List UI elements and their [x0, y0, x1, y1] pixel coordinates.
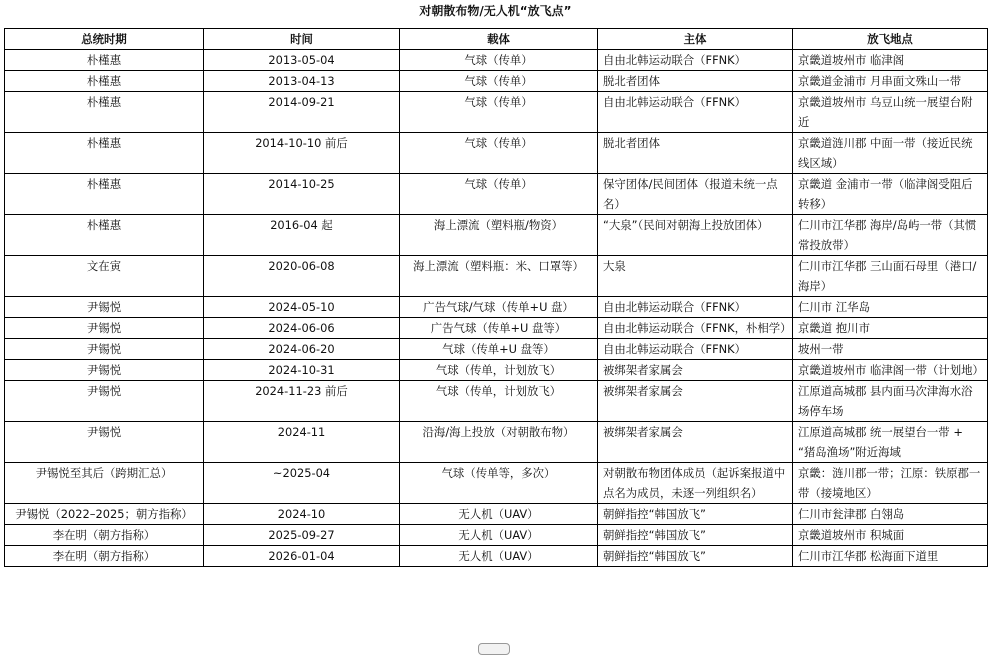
header-launch-site: 放飞地点	[793, 29, 988, 50]
cell-launch-site: 京畿道坡州市 积城面	[793, 525, 988, 546]
cell-carrier: 气球（传单，计划放飞）	[400, 360, 598, 381]
cell-president-term: 尹锡悦（2022–2025；朝方指称）	[5, 504, 204, 525]
table-row	[5, 422, 988, 463]
cell-actor: 自由北韩运动联合（FFNK）	[598, 297, 793, 318]
cell-actor: 被绑架者家属会	[598, 360, 793, 381]
table-row	[5, 381, 988, 422]
cell-president-term: 朴槿惠	[5, 71, 204, 92]
cell-actor: 自由北韩运动联合（FFNK）	[598, 92, 793, 133]
cell-launch-site: 仁川市江华郡 松海面下道里	[793, 546, 988, 567]
cell-date: 2026-01-04	[204, 546, 400, 567]
cell-launch-site: 京畿道金浦市 月串面文殊山一带	[793, 71, 988, 92]
cell-actor: 保守团体/民间团体（报道未统一点名）	[598, 174, 793, 215]
cell-actor: 自由北韩运动联合（FFNK）	[598, 339, 793, 360]
table-row	[5, 133, 988, 174]
cell-president-term: 尹锡悦	[5, 381, 204, 422]
cell-date: 2024-11	[204, 422, 400, 463]
cell-actor: 被绑架者家属会	[598, 381, 793, 422]
cell-carrier: 海上漂流（塑料瓶：米、口罩等）	[400, 256, 598, 297]
cell-actor: 对朝散布物团体成员（起诉案报道中点名为成员，未逐一列组织名）	[598, 463, 793, 504]
launch-points-table	[4, 28, 988, 567]
cell-president-term: 尹锡悦	[5, 339, 204, 360]
cell-actor: 朝鲜指控“韩国放飞”	[598, 525, 793, 546]
cell-date: 2014-10-10 前后	[204, 133, 400, 174]
cell-launch-site: 京畿道 金浦市一带（临津阁受阻后转移）	[793, 174, 988, 215]
cell-launch-site: 坡州一带	[793, 339, 988, 360]
cell-launch-site: 江原道高城郡 统一展望台一带 + “猪岛渔场”附近海域	[793, 422, 988, 463]
table-row	[5, 525, 988, 546]
cell-actor: 脱北者团体	[598, 133, 793, 174]
cell-date: 2024-05-10	[204, 297, 400, 318]
cell-carrier: 沿海/海上投放（对朝散布物）	[400, 422, 598, 463]
cell-date: 2024-10-31	[204, 360, 400, 381]
cell-carrier: 气球（传单）	[400, 50, 598, 71]
cell-date: 2014-10-25	[204, 174, 400, 215]
cell-launch-site: 京畿道 抱川市	[793, 318, 988, 339]
cell-president-term: 李在明（朝方指称）	[5, 525, 204, 546]
cell-carrier: 无人机（UAV）	[400, 546, 598, 567]
cell-launch-site: 京畿道涟川郡 中面一带（接近民统线区域）	[793, 133, 988, 174]
cell-president-term: 尹锡悦	[5, 318, 204, 339]
cell-date: 2024-06-06	[204, 318, 400, 339]
table-row	[5, 463, 988, 504]
table-row	[5, 318, 988, 339]
cell-carrier: 广告气球/气球（传单+U 盘）	[400, 297, 598, 318]
table-row	[5, 92, 988, 133]
cell-date: 2024-11-23 前后	[204, 381, 400, 422]
cell-launch-site: 仁川市江华郡 三山面石母里（港口/海岸）	[793, 256, 988, 297]
cell-president-term: 李在明（朝方指称）	[5, 546, 204, 567]
horizontal-scrollbar-thumb[interactable]	[478, 643, 510, 655]
header-carrier: 载体	[400, 29, 598, 50]
cell-carrier: 无人机（UAV）	[400, 504, 598, 525]
cell-president-term: 朴槿惠	[5, 133, 204, 174]
cell-date: 2016-04 起	[204, 215, 400, 256]
cell-president-term: 尹锡悦至其后（跨期汇总）	[5, 463, 204, 504]
cell-launch-site: 京畿道坡州市 临津阁	[793, 50, 988, 71]
header-actor: 主体	[598, 29, 793, 50]
cell-president-term: 尹锡悦	[5, 360, 204, 381]
cell-date: 2020-06-08	[204, 256, 400, 297]
cell-actor: 被绑架者家属会	[598, 422, 793, 463]
cell-actor: 大泉	[598, 256, 793, 297]
cell-president-term: 文在寅	[5, 256, 204, 297]
cell-president-term: 朴槿惠	[5, 215, 204, 256]
cell-carrier: 无人机（UAV）	[400, 525, 598, 546]
cell-date: 2024-06-20	[204, 339, 400, 360]
table-row	[5, 339, 988, 360]
table-row	[5, 360, 988, 381]
header-president-term: 总统时期	[5, 29, 204, 50]
page-title: 对朝散布物/无人机“放飞点”	[419, 4, 572, 18]
cell-carrier: 海上漂流（塑料瓶/物资）	[400, 215, 598, 256]
cell-actor: 自由北韩运动联合（FFNK）	[598, 50, 793, 71]
cell-actor: “大泉”（民间对朝海上投放团体）	[598, 215, 793, 256]
table-row	[5, 504, 988, 525]
cell-actor: 脱北者团体	[598, 71, 793, 92]
cell-carrier: 气球（传单）	[400, 174, 598, 215]
cell-carrier: 广告气球（传单+U 盘等）	[400, 318, 598, 339]
cell-carrier: 气球（传单）	[400, 133, 598, 174]
cell-carrier: 气球（传单等，多次）	[400, 463, 598, 504]
cell-date: 2025-09-27	[204, 525, 400, 546]
table-row	[5, 215, 988, 256]
header-date: 时间	[204, 29, 400, 50]
cell-carrier: 气球（传单+U 盘等）	[400, 339, 598, 360]
cell-carrier: 气球（传单）	[400, 92, 598, 133]
cell-president-term: 朴槿惠	[5, 92, 204, 133]
cell-president-term: 尹锡悦	[5, 422, 204, 463]
cell-president-term: 尹锡悦	[5, 297, 204, 318]
cell-date: 2013-05-04	[204, 50, 400, 71]
cell-actor: 朝鲜指控“韩国放飞”	[598, 504, 793, 525]
cell-date: 2024-10	[204, 504, 400, 525]
cell-carrier: 气球（传单，计划放飞）	[400, 381, 598, 422]
table-row	[5, 256, 988, 297]
cell-launch-site: 仁川市瓮津郡 白翎岛	[793, 504, 988, 525]
cell-president-term: 朴槿惠	[5, 174, 204, 215]
table-row	[5, 71, 988, 92]
table-row	[5, 297, 988, 318]
cell-launch-site: 仁川市 江华岛	[793, 297, 988, 318]
table-row	[5, 50, 988, 71]
cell-actor: 朝鲜指控“韩国放飞”	[598, 546, 793, 567]
cell-date: 2013-04-13	[204, 71, 400, 92]
table-header-row	[5, 29, 988, 50]
cell-launch-site: 仁川市江华郡 海岸/岛屿一带（其惯常投放带）	[793, 215, 988, 256]
cell-launch-site: 京畿：涟川郡一带；江原：铁原郡一带（接境地区）	[793, 463, 988, 504]
cell-launch-site: 江原道高城郡 县内面马次津海水浴场停车场	[793, 381, 988, 422]
cell-launch-site: 京畿道坡州市 乌豆山统一展望台附近	[793, 92, 988, 133]
table-row	[5, 546, 988, 567]
cell-actor: 自由北韩运动联合（FFNK，朴相学）	[598, 318, 793, 339]
cell-date: 2014-09-21	[204, 92, 400, 133]
cell-launch-site: 京畿道坡州市 临津阁一带（计划地）	[793, 360, 988, 381]
table-row	[5, 174, 988, 215]
cell-carrier: 气球（传单）	[400, 71, 598, 92]
cell-date: ~2025-04	[204, 463, 400, 504]
cell-president-term: 朴槿惠	[5, 50, 204, 71]
